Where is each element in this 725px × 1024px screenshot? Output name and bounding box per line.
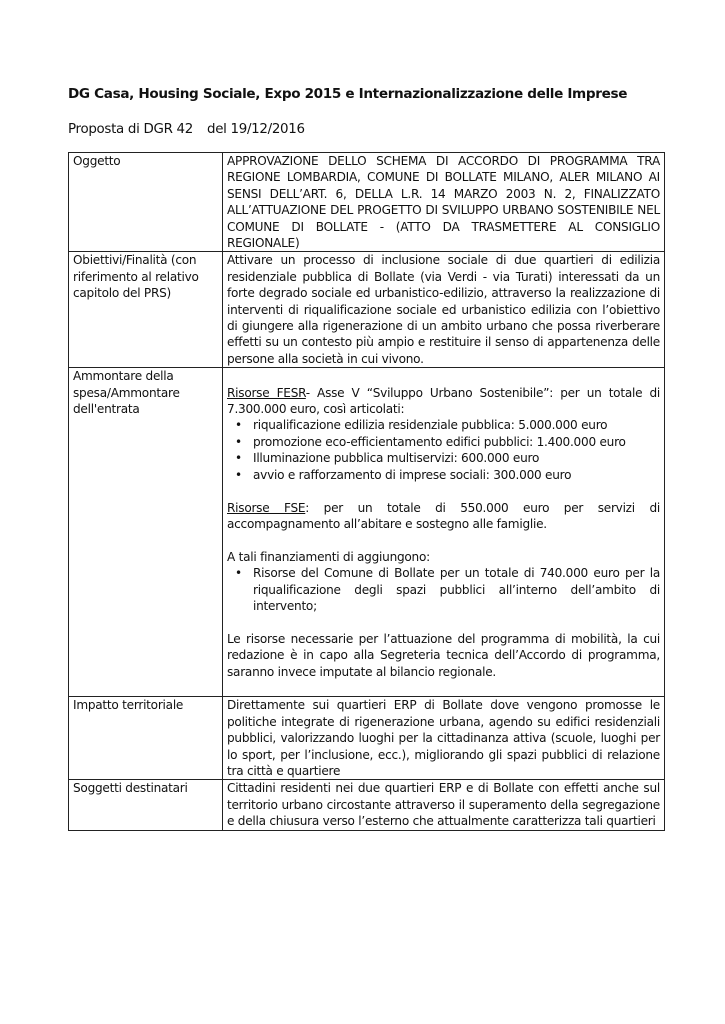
row-content-oggetto: APPROVAZIONE DELLO SCHEMA DI ACCORDO DI PROGRAMMA TRA REGIONE LOMBARDIA, COMUNE DI BOLLATE MILANO, ALER MILANO AI SENSI DELL’ART. 6, DELLA L.R. 14 MARZO 2003 N. 2, FINALIZZATO ALL’ATTUAZIONE DEL PROGETTO DI SVILUPPO URBANO SOSTENIBILE NEL COMUNE DI BOLLATE - (ATTO DA TRASMETTERE AL CONSIGLIO REGIONALE) <box>223 153 665 252</box>
bullet-icon: • <box>235 467 242 482</box>
bullet-icon: • <box>235 418 242 433</box>
fesr-list <box>227 417 660 483</box>
list-item: • promozione eco-efficientamento edifici pubblici: 1.400.000 euro <box>235 434 626 449</box>
list-item: • Illuminazione pubblica multiservizi: 600.000 euro <box>235 451 540 466</box>
row-label-impatto: Impatto territoriale <box>69 697 223 780</box>
aggiungono-paragraph: A tali finanziamenti di aggiungono: <box>227 549 430 564</box>
row-content-impatto: Direttamente sui quartieri ERP di Bollate dove vengono promosse le politiche integrate di rigenerazione urbana, agendo su edifici residenziali pubblici, valorizzando luoghi per la cittadinanza attiva (scuole, luoghi per lo sport, per l’inclusione, ecc.), migliorando gli spazi pubblici di relazione tra città e quartiere <box>223 697 665 780</box>
bullet-icon: • <box>235 451 242 466</box>
closing-paragraph: Le risorse necessarie per l’attuazione del programma di mobilità, la cui redazione è in capo alla Segreteria tecnica dell’Accordo di programma, saranno invece imputate al bilancio regionale. <box>227 631 660 679</box>
table-row-obiettivi <box>69 252 665 368</box>
row-content-spesa <box>223 368 665 697</box>
table-row-impatto <box>69 697 665 780</box>
row-content-obiettivi: Attivare un processo di inclusione sociale di due quartieri di edilizia residenziale pubblica di Bollate (via Verdi - via Turati) interessati da un forte degrado sociale ed urbanistico-edilizio, attraverso la realizzazione di interventi di riqualificazione sociale ed urbanistico edilizia con l’obiettivo di giungere alla rigenerazione di un ambito urbano che possa riverberare effetti su un contesto più ampio e restituire il senso di appartenenza delle persone alla società in cui vivono. <box>223 252 665 368</box>
table-row-spesa <box>69 368 665 697</box>
row-content-soggetti: Cittadini residenti nei due quartieri ERP e di Bollate con effetti anche sul territorio urbano circostante attraverso il superamento della segregazione e della chiusura verso l’esterno che attualmente caratterizza tali quartieri <box>223 780 665 830</box>
fesr-label: Risorse FESR <box>227 385 306 400</box>
list-item: • avvio e rafforzamento di imprese sociali: 300.000 euro <box>235 467 572 482</box>
row-label-spesa: Ammontare della spesa/Ammontare dell'entrata <box>69 368 223 697</box>
fse-text: : per un totale di 550.000 euro per servizi di accompagnamento all’abitare e sostegno alle famiglie. <box>227 500 660 531</box>
fesr-paragraph <box>227 385 660 418</box>
table-row-soggetti <box>69 780 665 830</box>
fesr-text: - Asse V “Sviluppo Urbano Sostenibile”: per un totale di 7.300.000 euro, così articolati: <box>227 385 660 417</box>
proposal-line <box>68 122 305 137</box>
row-label-obiettivi: Obiettivi/Finalità (con riferimento al relativo capitolo del PRS) <box>69 252 223 368</box>
proposal-date: del 19/12/2016 <box>207 122 305 137</box>
summary-table <box>68 152 665 831</box>
bullet-icon: • <box>235 566 242 581</box>
list-item: • Risorse del Comune di Bollate per un totale di 740.000 euro per la riqualificazione degli spazi pubblici all’interno dell’ambito di intervento; <box>235 566 660 613</box>
aggiungono-list <box>227 565 660 614</box>
bullet-icon: • <box>235 434 242 449</box>
fse-paragraph <box>227 500 660 533</box>
table-row-oggetto <box>69 153 665 252</box>
list-item: • riqualificazione edilizia residenziale pubblica: 5.000.000 euro <box>235 418 608 433</box>
row-label-oggetto: Oggetto <box>69 153 223 252</box>
fse-label: Risorse FSE <box>227 500 306 515</box>
row-label-soggetti: Soggetti destinatari <box>69 780 223 830</box>
proposal-label: Proposta di DGR 42 <box>68 122 193 137</box>
page-title: DG Casa, Housing Sociale, Expo 2015 e Internazionalizzazione delle Imprese <box>68 86 628 102</box>
